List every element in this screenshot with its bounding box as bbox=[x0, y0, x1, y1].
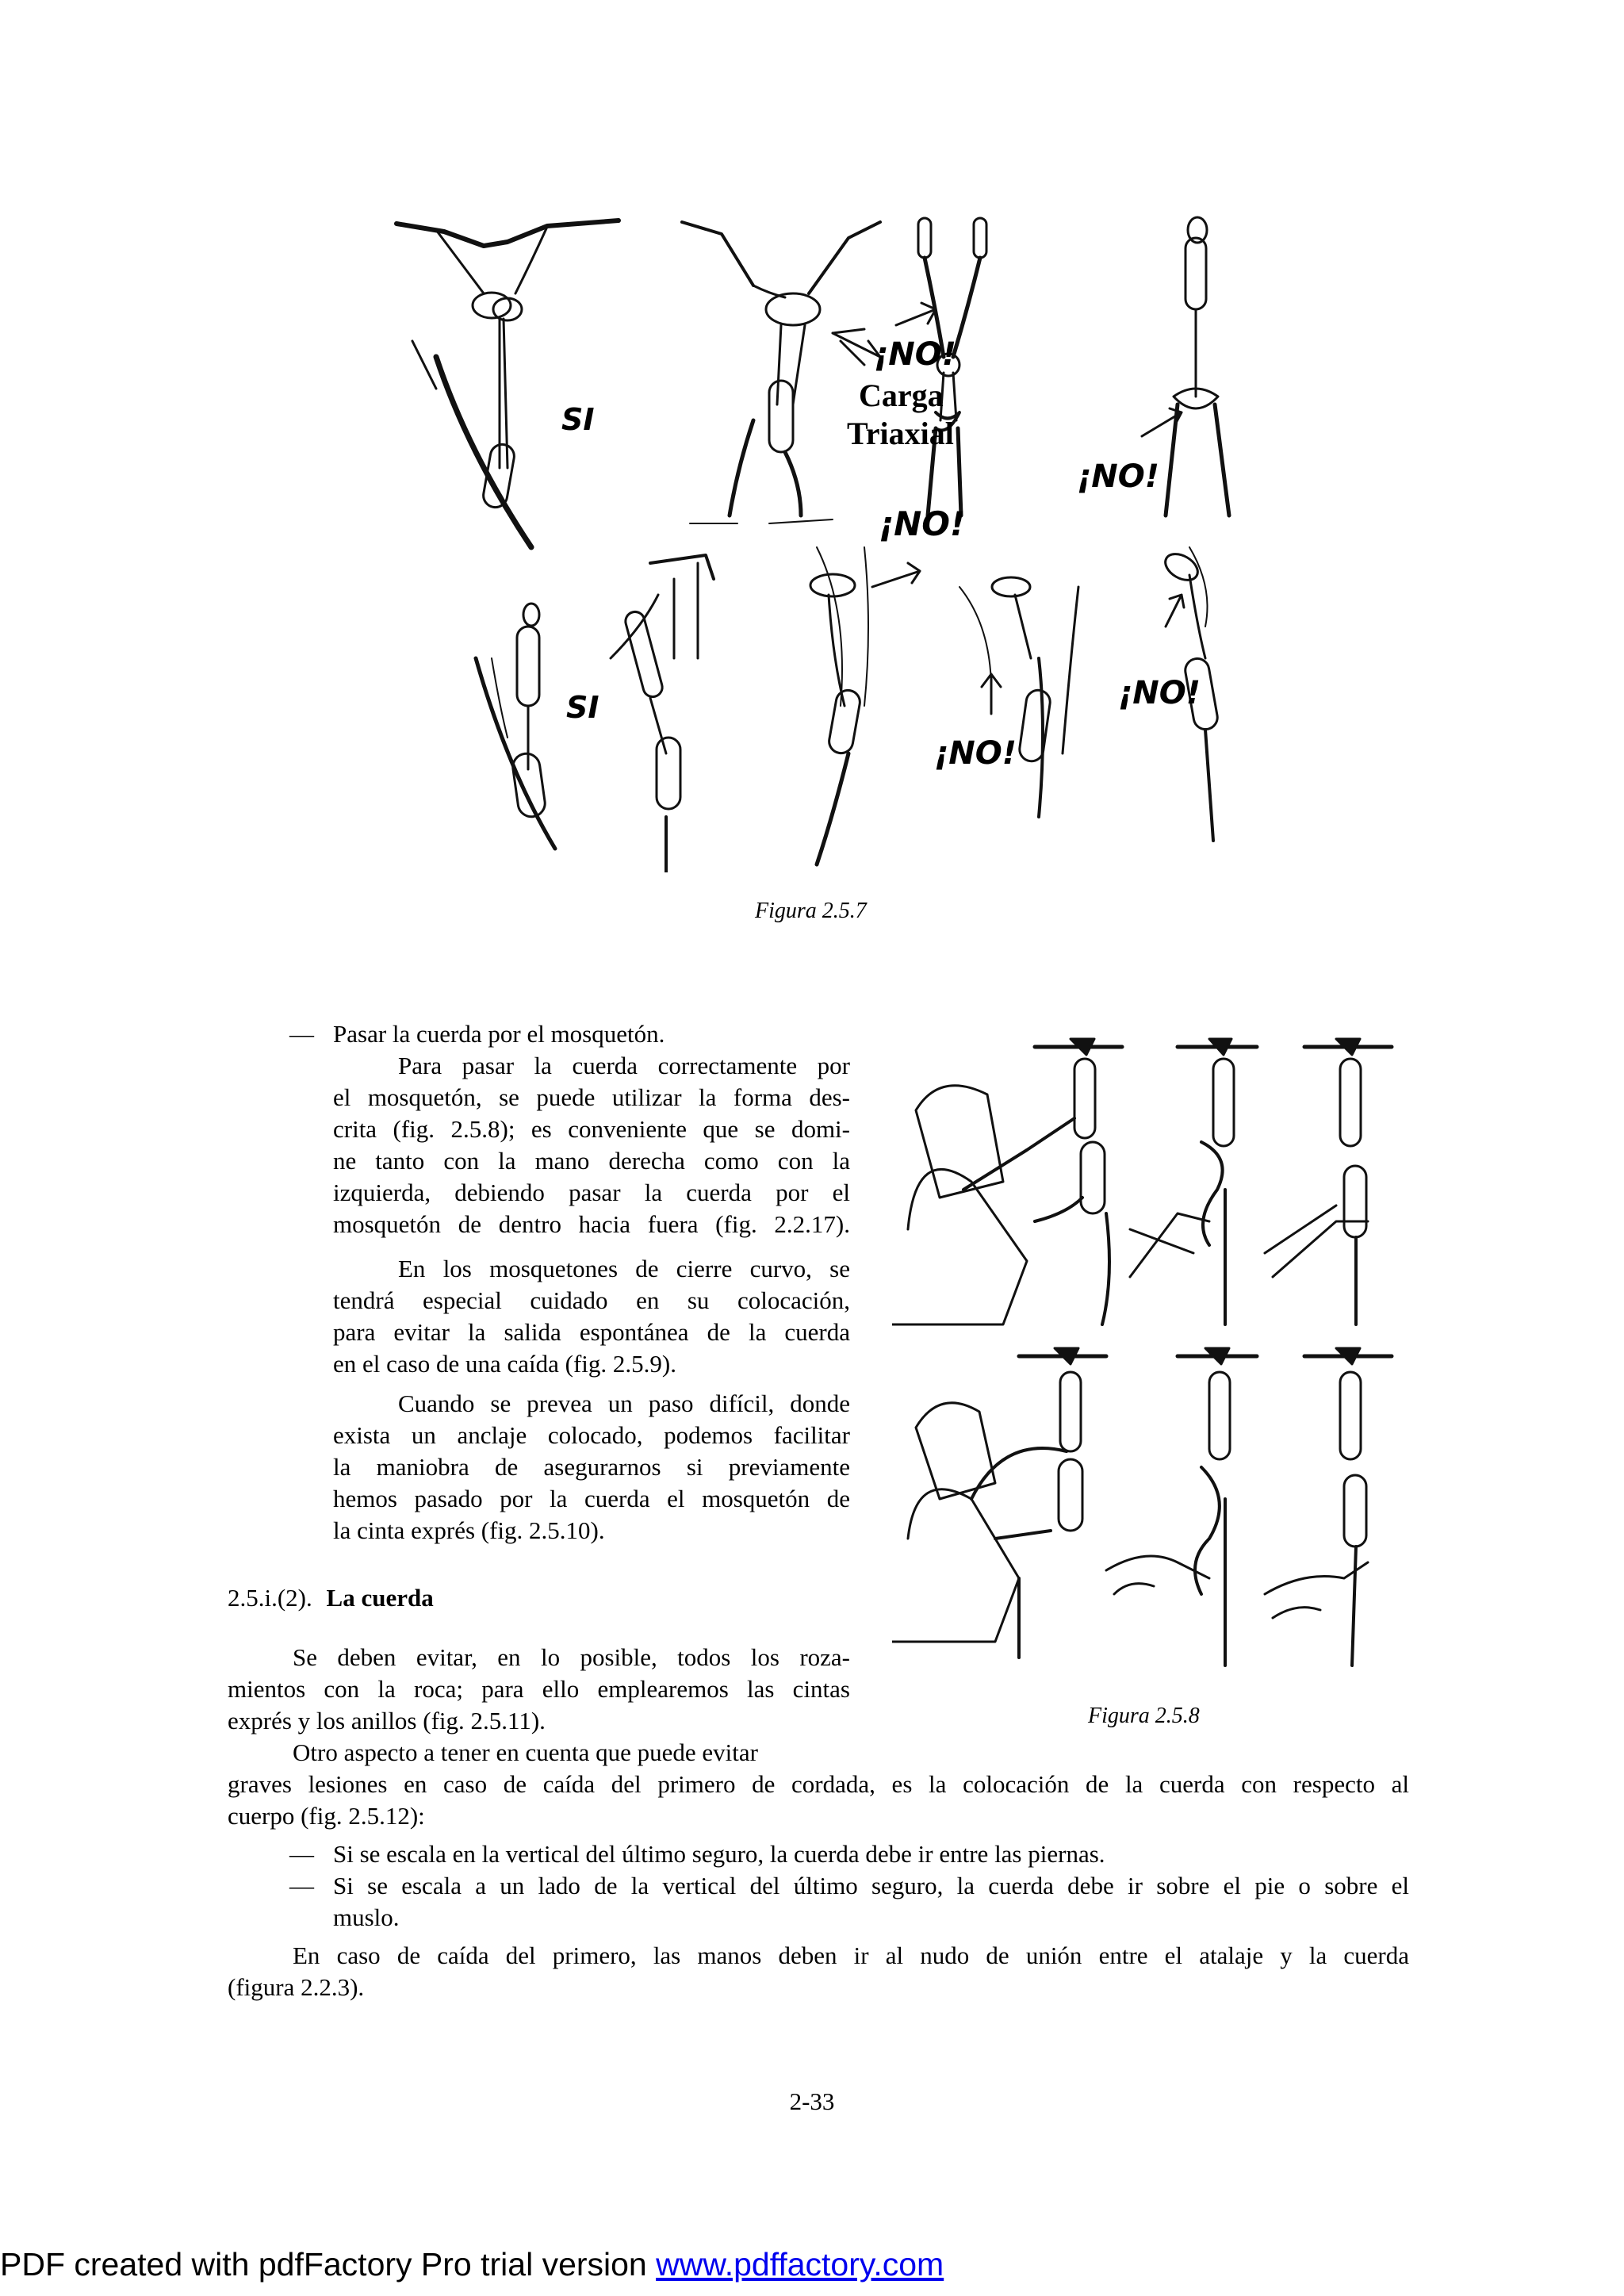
figure-2-5-8-caption: Figura 2.5.8 bbox=[1088, 1704, 1200, 1728]
illustration-clipping-step-4 bbox=[892, 1348, 1106, 1658]
illustration-clipping-step-6 bbox=[1265, 1348, 1392, 1665]
text-line: cuerpo (fig. 2.5.12): bbox=[228, 1802, 425, 1830]
text-line: En los mosquetones de cierre curvo, se bbox=[398, 1255, 850, 1282]
text-line: mosquetón de dentro hacia fuera (fig. 2.2.17). bbox=[333, 1210, 850, 1238]
label-no-2: ¡NO! bbox=[1077, 458, 1159, 495]
illustration-triaxial-load bbox=[682, 222, 880, 523]
label-si-1: SI bbox=[561, 402, 595, 437]
section-heading bbox=[228, 1582, 434, 1614]
label-no-1: ¡NO! bbox=[874, 336, 956, 373]
figure-2-5-8 bbox=[892, 1023, 1415, 1673]
text-line: muslo. bbox=[333, 1903, 400, 1931]
list-dash: — bbox=[289, 1872, 314, 1899]
illustration-anchor-correct bbox=[396, 220, 619, 547]
paragraph-paso-dificil bbox=[333, 1388, 850, 1547]
text-line: crita (fig. 2.5.8); es conveniente que se domi- bbox=[333, 1115, 850, 1143]
paragraph-rozamientos bbox=[228, 1642, 850, 1737]
paragraph-caida bbox=[228, 1940, 1409, 2003]
illustration-carabiner-correct bbox=[476, 604, 555, 849]
paragraph-otro-aspecto bbox=[228, 1737, 1409, 1832]
list-dash: — bbox=[289, 1020, 314, 1048]
list-dash: — bbox=[289, 1840, 314, 1868]
illustration-carabiner-bolt-wrong bbox=[959, 577, 1078, 817]
label-no-3: ¡NO! bbox=[879, 504, 966, 543]
text-line: Para pasar la cuerda correctamente por bbox=[398, 1052, 850, 1079]
label-no-5: ¡NO! bbox=[1118, 675, 1201, 711]
illustration-clipping-step-5 bbox=[1106, 1348, 1257, 1665]
text-line: Otro aspecto a tener en cuenta que puede evitar bbox=[293, 1738, 758, 1766]
paragraph-cierre-curvo bbox=[333, 1253, 850, 1380]
list-item-lado bbox=[333, 1870, 1409, 1934]
text-line: la maniobra de asegurarnos si previamente bbox=[333, 1453, 850, 1481]
page-number: 2-33 bbox=[789, 2087, 835, 2115]
text-line: exprés y los anillos (fig. 2.5.11). bbox=[228, 1707, 546, 1734]
illustration-clipping-step-2 bbox=[1130, 1039, 1257, 1324]
text-line: el mosquetón, se puede utilizar la forma des- bbox=[333, 1083, 850, 1111]
illustration-clipping-step-3 bbox=[1265, 1039, 1392, 1324]
text-line: la cinta exprés (fig. 2.5.10). bbox=[333, 1516, 605, 1544]
footer-link[interactable]: www.pdffactory.com bbox=[656, 2246, 944, 2283]
figure-2-5-7 bbox=[389, 214, 1277, 872]
label-triaxial: Triaxial bbox=[847, 416, 954, 451]
pdf-footer bbox=[0, 2246, 944, 2283]
text-line: Si se escala a un lado de la vertical del último seguro, la cuerda debe ir sobre el pie o sobre el bbox=[333, 1872, 1409, 1899]
text-line: ne tanto con la mano derecha como con la bbox=[333, 1147, 850, 1175]
text-line: izquierda, debiendo pasar la cuerda por el bbox=[333, 1179, 850, 1206]
label-no-4: ¡NO! bbox=[934, 735, 1017, 772]
text-line: (figura 2.2.3). bbox=[228, 1973, 365, 2001]
list-item-vertical: Si se escala en la vertical del último seguro, la cuerda debe ir entre las piernas. bbox=[333, 1840, 1105, 1868]
text-line: para evitar la salida espontánea de la cuerda bbox=[333, 1318, 850, 1346]
section-title: La cuerda bbox=[326, 1584, 434, 1612]
text-line: mientos con la roca; para ello emplearemos las cintas bbox=[228, 1675, 850, 1703]
paragraph-pasar-cuerda bbox=[333, 1050, 850, 1240]
illustration-carabiner-rock-wrong bbox=[810, 547, 920, 864]
text-line: Se deben evitar, en lo posible, todos los roza- bbox=[293, 1643, 850, 1671]
footer-text: PDF created with pdfFactory Pro trial version bbox=[0, 2246, 657, 2283]
text-line: en el caso de una caída (fig. 2.5.9). bbox=[333, 1350, 676, 1378]
section-number: 2.5.i.(2). bbox=[228, 1584, 312, 1612]
text-line: hemos pasado por la cuerda el mosquetón de bbox=[333, 1485, 850, 1512]
text-line: graves lesiones en caso de caída del primero de cordada, es la colocación de la cuerda con respecto al bbox=[228, 1770, 1409, 1798]
label-carga: Carga bbox=[859, 378, 944, 413]
illustration-clipping-step-1 bbox=[892, 1039, 1122, 1324]
illustration-carabiner-sling-correct bbox=[611, 555, 714, 872]
label-si-2: SI bbox=[566, 690, 599, 725]
figure-2-5-7-caption: Figura 2.5.7 bbox=[755, 899, 867, 923]
list-item-pasar-cuerda: Pasar la cuerda por el mosquetón. bbox=[333, 1020, 665, 1048]
text-line: Cuando se prevea un paso difícil, donde bbox=[398, 1389, 850, 1417]
text-line: En caso de caída del primero, las manos deben ir al nudo de unión entre el atalaje y la cuerda bbox=[293, 1941, 1409, 1969]
text-line: exista un anclaje colocado, podemos facilitar bbox=[333, 1421, 850, 1449]
text-line: tendrá especial cuidado en su colocación, bbox=[333, 1286, 850, 1314]
